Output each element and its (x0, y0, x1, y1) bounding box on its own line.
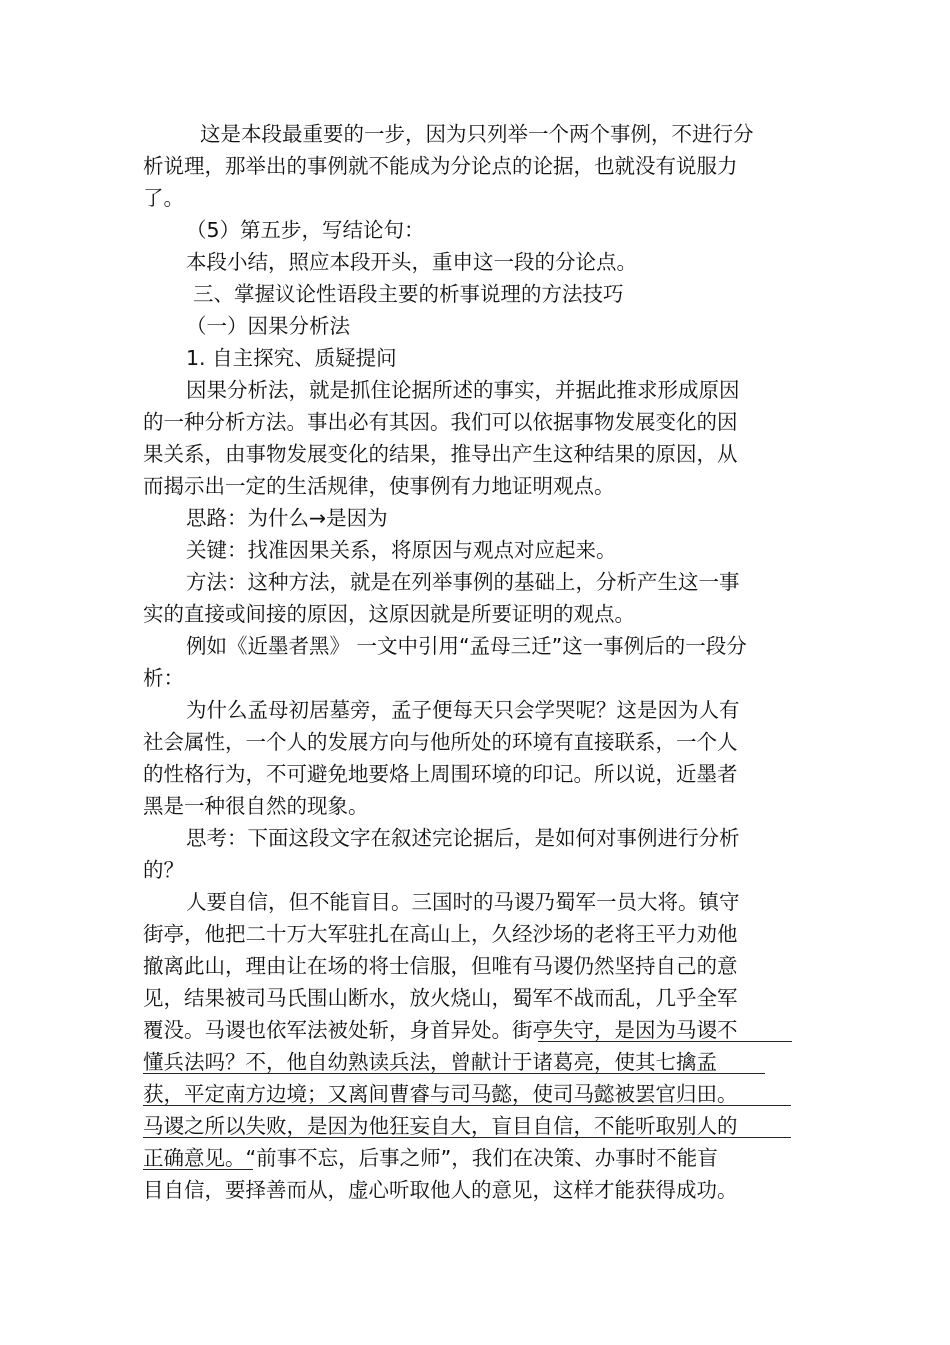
text-line: 这是本段最重要的一步，因为只列举一个两个事例，不进行分 (200, 122, 754, 146)
text-line: 例如《近墨者黑》 一文中引用“孟母三迁”这一事例后的一段分 (186, 634, 747, 658)
text-line: 关键：找准因果关系，将原因与观点对应起来。 (186, 538, 617, 562)
text-line: 获，平定南方边境；又离间曹睿与司马懿，使司马懿被罢官归田。 (143, 1082, 738, 1106)
section-heading: 三、掌握议论性语段主要的析事说理的方法技巧 (193, 282, 624, 306)
text-line: 思路：为什么→是因为 (186, 506, 388, 530)
text-line: 正确意见。“前事不忘，后事之师”，我们在决策、办事时不能盲 (143, 1146, 718, 1170)
text-line: 因果分析法，就是抓住论据所述的事实，并据此推求形成原因 (186, 378, 740, 402)
text-line: 社会属性，一个人的发展方向与他所处的环境有直接联系，一个人 (143, 730, 738, 754)
text-line: 覆没。马谡也依军法被处斩，身首异处。街亭失守，是因为马谡不 (143, 1018, 738, 1042)
underline-mark (143, 1105, 791, 1106)
underline-mark (143, 1073, 765, 1074)
text-line: 的一种分析方法。事出必有其因。我们可以依据事物发展变化的因 (143, 410, 738, 434)
text-line: 析： (143, 666, 184, 690)
text-line: 的？ (143, 858, 184, 882)
underline-mark (143, 1137, 791, 1138)
underline-mark (143, 1169, 253, 1170)
text-line: 撤离此山，理由让在场的将士信服，但唯有马谡仍然坚持自己的意 (143, 954, 738, 978)
text-line: 1. 自主探究、质疑提问 (186, 346, 397, 370)
subsection-heading: （一）因果分析法 (186, 314, 350, 338)
text-line: 果关系，由事物发展变化的结果，推导出产生这种结果的原因，从 (143, 442, 738, 466)
text-line: 的性格行为，不可避免地要烙上周围环境的印记。所以说，近墨者 (143, 762, 738, 786)
text-line: 目自信，要择善而从，虚心听取他人的意见，这样才能获得成功。 (143, 1178, 738, 1202)
text-line: 方法：这种方法，就是在列举事例的基础上，分析产生这一事 (186, 570, 740, 594)
text-line: （5）第五步，写结论句： (186, 218, 425, 242)
text-line: 人要自信，但不能盲目。三国时的马谡乃蜀军一员大将。镇守 (186, 890, 740, 914)
text-line: 马谡之所以失败，是因为他狂妄自大，盲目自信，不能听取别人的 (143, 1114, 738, 1138)
text-line: 懂兵法吗？不，他自幼熟读兵法，曾献计于诸葛亮，使其七擒孟 (143, 1050, 717, 1074)
text-line: 街亭，他把二十万大军驻扎在高山上，久经沙场的老将王平力劝他 (143, 922, 738, 946)
underline-mark (538, 1041, 792, 1042)
text-line: 黑是一种很自然的现象。 (143, 794, 369, 818)
text-line: 为什么孟母初居墓旁，孟子便每天只会学哭呢？这是因为人有 (186, 698, 740, 722)
text-line: 了。 (143, 186, 184, 210)
text-line: 而揭示出一定的生活规律，使事例有力地证明观点。 (143, 474, 615, 498)
text-line: 实的直接或间接的原因，这原因就是所要证明的观点。 (143, 602, 635, 626)
text-line: 析说理，那举出的事例就不能成为分论点的论据，也就没有说服力 (143, 154, 738, 178)
text-line: 见，结果被司马氏围山断水，放火烧山，蜀军不战而乱，几乎全军 (143, 986, 738, 1010)
text-line: 思考：下面这段文字在叙述完论据后，是如何对事例进行分析 (186, 826, 740, 850)
text-line: 本段小结，照应本段开头，重申这一段的分论点。 (186, 250, 637, 274)
